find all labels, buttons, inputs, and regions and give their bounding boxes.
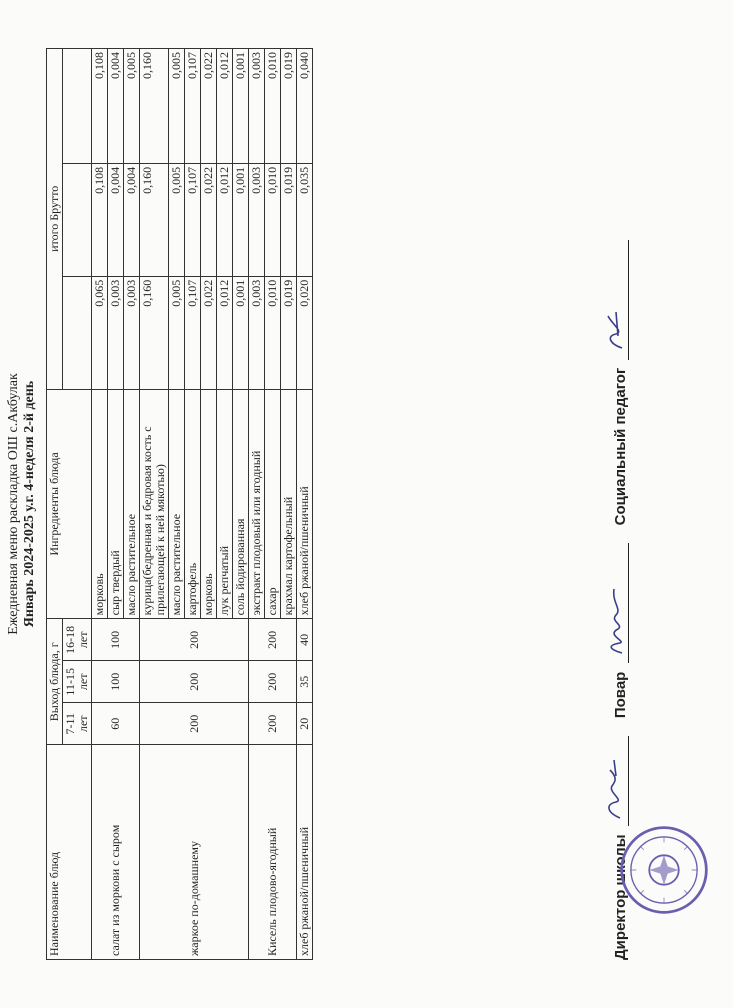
ingredient-amount: 0,019: [281, 49, 297, 164]
ingredient-amount: 0,108: [92, 163, 108, 276]
signature-icon: [602, 579, 628, 659]
dish-output: 200: [140, 661, 249, 703]
ingredient-amount: 0,065: [92, 276, 108, 389]
ingredient-amount: 0,005: [169, 49, 185, 164]
ingredient-amount: 0,019: [281, 276, 297, 389]
dish-output: 60: [92, 703, 140, 745]
signature-icon: [602, 296, 628, 356]
document-title: Ежедневная меню раскладка ОШ с.Акбулак: [6, 373, 21, 635]
header-ingredients: Ингредиенты блюда: [47, 389, 92, 619]
cook-label: Повар: [612, 671, 629, 719]
dish-output: 35: [297, 661, 313, 703]
ingredient-amount: 0,004: [108, 49, 124, 164]
ingredient-name: морковь: [92, 389, 108, 619]
ingredient-amount: 0,003: [249, 276, 265, 389]
ingredient-amount: 0,160: [140, 163, 169, 276]
dish-name: салат из моркови с сыром: [92, 745, 140, 960]
header-blank: [63, 163, 92, 276]
ingredient-name: курица(бедренная и бедровая кость с прилегающей к ней мякотью): [140, 389, 169, 619]
dish-output: 200: [249, 661, 297, 703]
ingredient-amount: 0,003: [249, 163, 265, 276]
ingredient-amount: 0,107: [185, 49, 201, 164]
ingredient-amount: 0,003: [249, 49, 265, 164]
menu-table: [46, 48, 313, 960]
dish-output: 100: [92, 661, 140, 703]
dish-name: жаркое по-домашнему: [140, 745, 249, 960]
ingredient-amount: 0,010: [265, 276, 281, 389]
ingredient-amount: 0,107: [185, 163, 201, 276]
cook-signature: [612, 543, 629, 663]
ingredient-name: масло растительное: [124, 389, 140, 619]
header-blank: [63, 49, 92, 164]
ingredient-amount: 0,022: [201, 49, 217, 164]
ingredient-amount: 0,012: [217, 163, 233, 276]
ingredient-amount: 0,005: [124, 49, 140, 164]
ingredient-amount: 0,005: [169, 276, 185, 389]
ingredient-amount: 0,040: [297, 49, 313, 164]
ingredient-amount: 0,005: [169, 163, 185, 276]
ingredient-name: экстракт плодовый или ягодный: [249, 389, 265, 619]
ingredient-name: лук репчатый: [217, 389, 233, 619]
table-row: [140, 49, 169, 960]
ingredient-name: масло растительное: [169, 389, 185, 619]
header-dish-name: Наименование блюд: [47, 745, 92, 960]
ingredient-amount: 0,001: [233, 276, 249, 389]
dish-output: 200: [249, 703, 297, 745]
ingredient-name: крахмал картофельный: [281, 389, 297, 619]
ingredient-amount: 0,160: [140, 49, 169, 164]
ingredient-amount: 0,020: [297, 276, 313, 389]
ingredient-name: сахар: [265, 389, 281, 619]
ingredient-amount: 0,107: [185, 276, 201, 389]
dish-output: 200: [140, 619, 249, 661]
ingredient-amount: 0,108: [92, 49, 108, 164]
dish-output: 100: [92, 619, 140, 661]
ingredient-amount: 0,010: [265, 163, 281, 276]
ingredient-amount: 0,012: [217, 276, 233, 389]
ingredient-amount: 0,004: [108, 163, 124, 276]
ingredient-amount: 0,019: [281, 163, 297, 276]
ingredient-amount: 0,010: [265, 49, 281, 164]
dish-output: 40: [297, 619, 313, 661]
header-blank: [63, 276, 92, 389]
ingredient-amount: 0,003: [108, 276, 124, 389]
ingredient-name: морковь: [201, 389, 217, 619]
social-label: Социальный педагог: [612, 367, 629, 526]
school-stamp-icon: [618, 824, 710, 916]
signature-icon: [602, 752, 626, 822]
header-age: 11-15 лет: [63, 661, 92, 703]
director-signature: [612, 736, 629, 826]
social-signature: [612, 240, 629, 360]
header-age: 16-18 лет: [63, 619, 92, 661]
director-label: Директор школы: [612, 834, 629, 960]
table-row: [297, 49, 313, 960]
ingredient-amount: 0,035: [297, 163, 313, 276]
ingredient-amount: 0,001: [233, 49, 249, 164]
table-row: [92, 49, 108, 960]
document-subtitle: Январь 2024-2025 у.г. 4-неделя 2-й день: [22, 380, 37, 628]
menu-body: [92, 49, 313, 960]
ingredient-amount: 0,160: [140, 276, 169, 389]
table-row: [249, 49, 265, 960]
dish-name: хлеб ржаной/пшеничный: [297, 745, 313, 960]
ingredient-amount: 0,001: [233, 163, 249, 276]
dish-name: Кисель плодово-ягодный: [249, 745, 297, 960]
header-age: 7-11 лет: [63, 703, 92, 745]
ingredient-amount: 0,022: [201, 276, 217, 389]
ingredient-amount: 0,012: [217, 49, 233, 164]
dish-output: 200: [140, 703, 249, 745]
header-total: итого Брутто: [47, 49, 63, 390]
dish-output: 20: [297, 703, 313, 745]
ingredient-name: соль йодированная: [233, 389, 249, 619]
dish-output: 200: [249, 619, 297, 661]
ingredient-amount: 0,022: [201, 163, 217, 276]
ingredient-amount: 0,003: [124, 276, 140, 389]
ingredient-amount: 0,004: [124, 163, 140, 276]
header-output: Выход блюда, г: [47, 619, 63, 745]
ingredient-name: сыр твердый: [108, 389, 124, 619]
ingredient-name: хлеб ржаной/пшеничный: [297, 389, 313, 619]
ingredient-name: картофель: [185, 389, 201, 619]
